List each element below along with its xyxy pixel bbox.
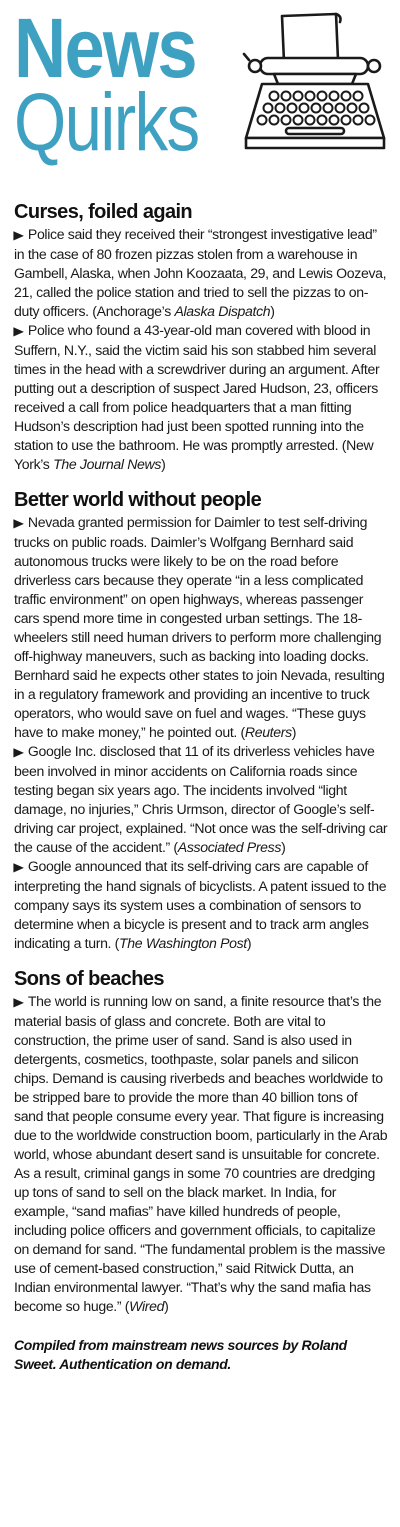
news-item bbox=[14, 857, 388, 953]
typewriter-icon bbox=[240, 10, 390, 160]
news-item-tail: ) bbox=[164, 1298, 169, 1314]
news-item-source: Alaska Dispatch bbox=[174, 303, 271, 319]
masthead-title bbox=[14, 1, 239, 168]
news-item-source: Wired bbox=[129, 1298, 165, 1314]
news-item-tail: ) bbox=[161, 456, 166, 472]
news-item-source: The Journal News bbox=[53, 456, 162, 472]
bullet-triangle-icon: ▶ bbox=[13, 995, 24, 1009]
section-heading: Sons of beaches bbox=[14, 968, 164, 990]
news-item-text: Police who found a 43-year-old man covered with blood in Suffern, N.Y., said the victim said his son stabbed him several times in the head with a screwdriver during an argument. After putting out a description of suspect Jared Hudson, 23, officers received a call from police headquarters that a man fitting Hudson’s description had just been spotted running into the station to use the bathroom. He was promptly arrested. (New York’s bbox=[14, 322, 380, 472]
news-item bbox=[14, 225, 388, 321]
masthead-title-line2: Quirks bbox=[14, 77, 199, 168]
masthead-title-line1: News bbox=[14, 1, 196, 95]
news-item-source: Associated Press bbox=[177, 839, 282, 855]
bullet-triangle-icon: ▶ bbox=[13, 745, 24, 759]
section-curses-foiled-again bbox=[14, 200, 388, 474]
news-item bbox=[14, 321, 388, 474]
bullet-triangle-icon: ▶ bbox=[13, 860, 24, 874]
news-item-source: Reuters bbox=[244, 724, 292, 740]
section-better-world-without-people bbox=[14, 488, 388, 953]
news-item bbox=[14, 513, 388, 742]
news-item bbox=[14, 992, 388, 1316]
news-item-text: The world is running low on sand, a finite resource that’s the material basis of glass and concrete. Both are vital to construction, the prime user of sand. Sand is also used in detergents, cosmetics, toothpaste, solar panels and silicon chips. Demand is causing riverbeds and beaches worldwide to be stripped bare to provide the more than 40 billion tons of sand that people consume every year. That figure is increasing due to the worldwide construction boom, particularly in the Arab world, whose abundant desert sand is unsuitable for concrete. As a result, criminal gangs in some 70 countries are dredging up tons of sand to sell on the black market. In India, for example, “sand mafias” have killed hundreds of people, including police officers and government officials, to capitalize on demand for sand. “The fundamental problem is the massive use of cement-based construction,” said Ritwick Dutta, an Indian environmental lawyer. “That’s why the sand mafia has become so huge.” ( bbox=[14, 993, 388, 1314]
bullet-triangle-icon: ▶ bbox=[13, 516, 24, 530]
news-item-source: The Washington Post bbox=[119, 935, 247, 951]
news-item-text: Google announced that its self-driving cars are capable of interpreting the hand signals of bicyclists. A patent issued to the company says its system uses a combination of sensors to determine when a bicycle is present and to track arm angles indicating a turn. ( bbox=[14, 858, 387, 951]
bullet-triangle-icon: ▶ bbox=[13, 324, 24, 338]
news-item-text: Police said they received their “strongest investigative lead” in the case of 80 frozen pizzas stolen from a warehouse in Gambell, Alaska, when John Koozaata, 29, and Lewis Oozeva, 21, called the police station and tried to sell the pizzas to on-duty officers. (Anchorage’s bbox=[14, 226, 387, 319]
news-item bbox=[14, 742, 388, 857]
compiled-by-credit: Compiled from mainstream news sources by Roland Sweet. Authentication on demand. bbox=[14, 1337, 347, 1372]
news-item-tail: ) bbox=[246, 935, 252, 951]
section-sons-of-beaches bbox=[14, 967, 388, 1316]
news-item-text: Nevada granted permission for Daimler to test self-driving trucks on public roads. Daimler’s Wolfgang Bernhard said autonomous trucks were likely to be on the road before driverless cars because they operate “in a less complicated traffic environment” on open highways, whereas passenger cars spend more time in congested urban settings. The 18-wheelers still need human drivers to perform more challenging off-highway maneuvers, such as backing into loading docks. Bernhard said he expects other states to join Nevada, resulting in a regulatory framework and providing an incentive to truck operators, who would save on fuel and wages. “These guys have to make money,” he pointed out. ( bbox=[14, 514, 385, 740]
bullet-triangle-icon: ▶ bbox=[13, 228, 24, 242]
news-item-tail: ) bbox=[281, 839, 286, 855]
news-item-tail: ) bbox=[270, 303, 275, 319]
news-item-text: Google Inc. disclosed that 11 of its driverless vehicles have been involved in minor accidents on California roads since testing began six years ago. The incidents involved “light damage, no injuries,” Chris Urmson, director of Google’s self-driving car project, explained. “Not once was the self-driving car the cause of the accident.” ( bbox=[14, 743, 388, 855]
masthead bbox=[14, 1, 394, 196]
section-heading: Curses, foiled again bbox=[14, 201, 193, 223]
section-heading: Better world without people bbox=[14, 489, 262, 511]
article-body bbox=[14, 200, 388, 1388]
news-item-tail: ) bbox=[291, 724, 297, 740]
